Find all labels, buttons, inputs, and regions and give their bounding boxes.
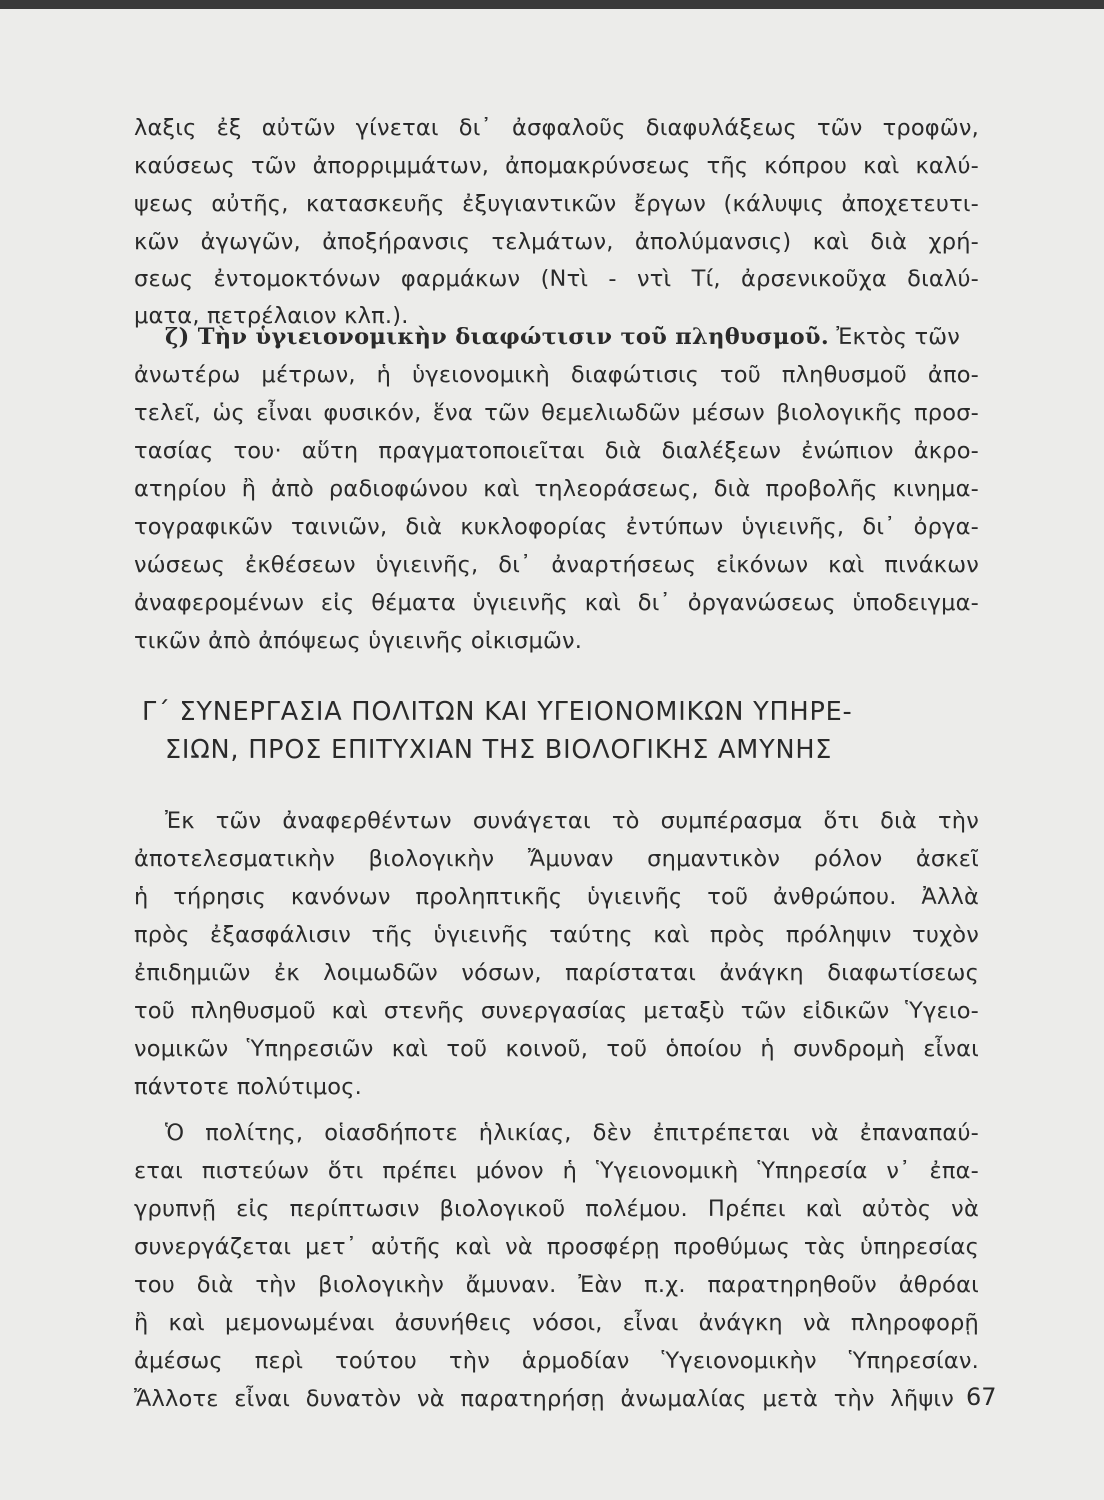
text-line: νομικῶν Ὑπηρεσιῶν καὶ τοῦ κοινοῦ, τοῦ ὁποίου ἡ συνδρομὴ εἶναι [134,1036,979,1062]
text-line: τικῶν ἀπὸ ἀπόψεως ὑγιεινῆς οἰκισμῶν. [134,628,583,654]
text-line: τασίας του· αὕτη πραγματοποιεῖται διὰ διαλέξεων ἐνώπιον ἀκρο- [134,438,979,464]
text-line: καύσεως τῶν ἀπορριμμάτων, ἀπομακρύνσεως τῆς κόπρου καὶ καλύ- [134,153,979,179]
text-line: πρὸς ἐξασφάλισιν τῆς ὑγιεινῆς ταύτης καὶ πρὸς πρόληψιν τυχὸν [134,922,979,948]
text-line: του διὰ τὴν βιολογικὴν ἄμυναν. Ἐὰν π.χ. παρατηρηθοῦν ἀθρόαι [134,1272,979,1298]
text-line: ἀποτελεσματικὴν βιολογικὴν Ἄμυναν σημαντικὸν ρόλον ἀσκεῖ [134,846,979,872]
text-line: ἡ τήρησις κανόνων προληπτικῆς ὑγιεινῆς τοῦ ἀνθρώπου. Ἀλλὰ [134,884,979,910]
text-line: ατηρίου ἢ ἀπὸ ραδιοφώνου καὶ τηλεοράσεως, διὰ προβολῆς κινημα- [134,476,979,502]
text-line: τοῦ πληθυσμοῦ καὶ στενῆς συνεργασίας μεταξὺ τῶν εἰδικῶν Ὑγειο- [134,998,979,1024]
text-line: λαξις ἐξ αὐτῶν γίνεται δι᾿ ἀσφαλοῦς διαφυλάξεως τῶν τροφῶν, [134,115,979,141]
text-line: πάντοτε πολύτιμος. [134,1074,362,1100]
text-line: νώσεως ἐκθέσεων ὑγιεινῆς, δι᾿ ἀναρτήσεως εἰκόνων καὶ πινάκων [134,552,979,578]
text-line: ψεως αὐτῆς, κατασκευῆς ἐξυγιαντικῶν ἔργων (κάλυψις ἀποχετευτι- [134,191,979,217]
text-line: εται πιστεύων ὅτι πρέπει μόνον ἡ Ὑγειονομικὴ Ὑπηρεσία ν᾿ ἐπα- [134,1158,979,1184]
text-line: Ἄλλοτε εἶναι δυνατὸν νὰ παρατηρήσῃ ἀνωμαλίας μετὰ τὴν λῆψιν [134,1386,954,1412]
subsection-first-line [165,318,979,356]
text-line: τογραφικῶν ταινιῶν, διὰ κυκλοφορίας ἐντύπων ὑγιεινῆς, δι᾿ ὀργα- [134,514,979,540]
text-line: συνεργάζεται μετ᾿ αὐτῆς καὶ νὰ προσφέρῃ προθύμως τὰς ὑπηρεσίας [134,1234,979,1260]
text-line: ματα, πετρέλαιον κλπ.). [134,303,409,329]
text-line: κῶν ἀγωγῶν, ἀποξήρανσις τελμάτων, ἀπολύμανσις) καὶ διὰ χρή- [134,229,979,255]
subsection-heading: ζ) Τὴν ὑγιειονομικὴν διαφώτισιν τοῦ πληθυσμοῦ. [165,324,829,350]
text-line: Ὁ πολίτης, οἱασδήποτε ἡλικίας, δὲν ἐπιτρέπεται νὰ ἐπαναπαύ- [165,1120,979,1146]
section-heading-line-2: ΣΙΩΝ, ΠΡΟΣ ΕΠΙΤΥΧΙΑΝ ΤΗΣ ΒΙΟΛΟΓΙΚΗΣ ΑΜΥΝΗΣ [165,735,833,765]
text-line: ἀμέσως περὶ τούτου τὴν ἁρμοδίαν Ὑγειονομικὴν Ὑπηρεσίαν. [134,1348,979,1374]
section-heading-line-1: Γ΄ ΣΥΝΕΡΓΑΣΙΑ ΠΟΛΙΤΩΝ ΚΑΙ ΥΓΕΙΟΝΟΜΙΚΩΝ ΥΠΗΡΕ- [142,697,853,727]
text-line: ἀναφερομένων εἰς θέματα ὑγιεινῆς καὶ δι᾿ ὀργανώσεως ὑποδειγμα- [134,590,979,616]
text-line: ἢ καὶ μεμονωμέναι ἀσυνήθεις νόσοι, εἶναι ἀνάγκη νὰ πληροφορῇ [134,1310,979,1336]
text-line: ἀνωτέρω μέτρων, ἡ ὑγειονομικὴ διαφώτισις τοῦ πληθυσμοῦ ἀπο- [134,362,979,388]
text-line: γρυπνῇ εἰς περίπτωσιν βιολογικοῦ πολέμου. Πρέπει καὶ αὐτὸς νὰ [134,1196,979,1222]
text-line: σεως ἐντομοκτόνων φαρμάκων (Ντὶ - ντὶ Τί, ἀρσενικοῦχα διαλύ- [134,266,979,292]
text-line: ἐπιδημιῶν ἐκ λοιμωδῶν νόσων, παρίσταται ἀνάγκη διαφωτίσεως [134,960,979,986]
text-line: τελεῖ, ὡς εἶναι φυσικόν, ἕνα τῶν θεμελιωδῶν μέσων βιολογικῆς προσ- [134,400,979,426]
page-number: 67 [966,1383,997,1411]
text-line: Ἐκ τῶν ἀναφερθέντων συνάγεται τὸ συμπέρασμα ὅτι διὰ τὴν [165,808,979,834]
subsection-heading-rest: Ἐκτὸς τῶν [828,324,961,350]
